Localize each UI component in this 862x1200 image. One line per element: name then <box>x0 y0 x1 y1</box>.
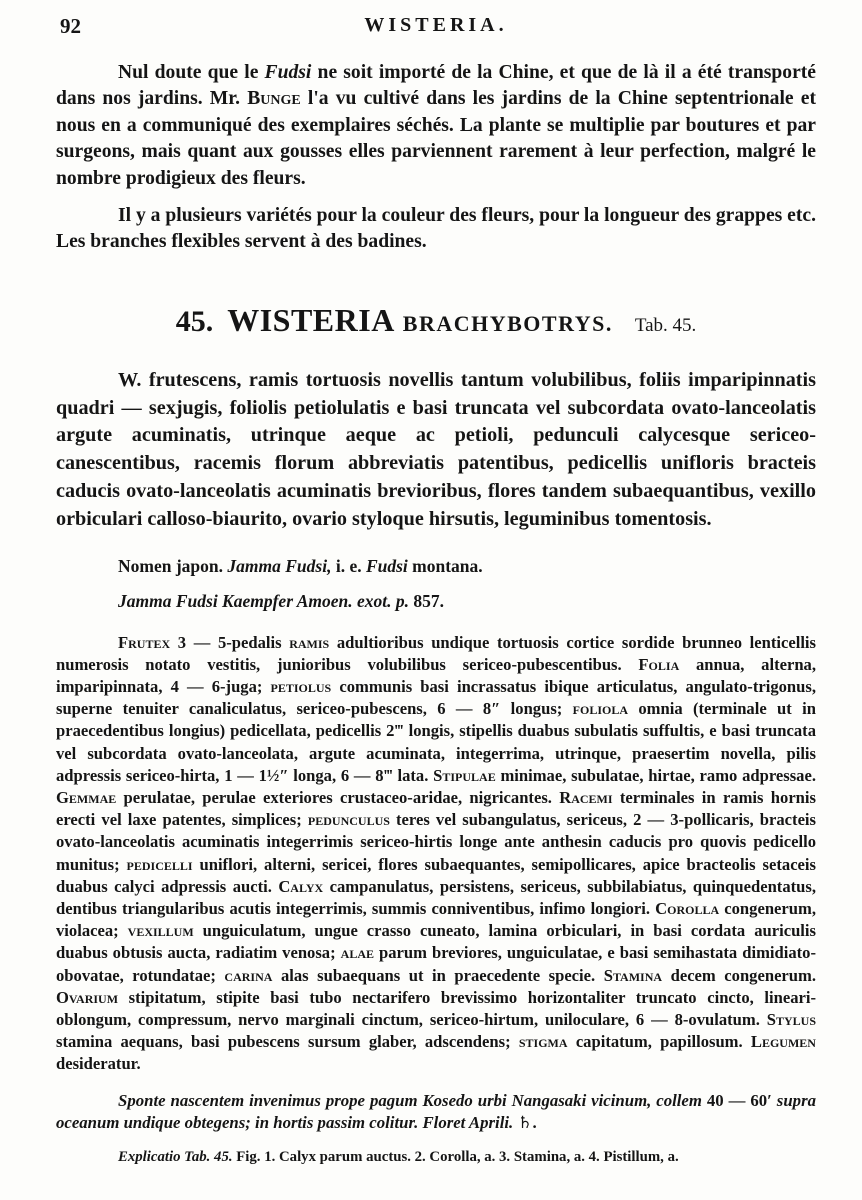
locality-paragraph: Sponte nascentem invenimus prope pagum Kosedo urbi Nangasaki vicinum, collem 40 — 60′ supra oceanum undique obtegens; in hortis passim colitur. Floret Aprili. ♄. <box>56 1090 816 1132</box>
species-genus: WISTERIA <box>227 301 395 338</box>
species-heading <box>56 300 816 347</box>
page-header <box>56 14 816 48</box>
bunge-name: Bunge <box>247 88 301 110</box>
intro-paragraph-1: Nul doute que le Fudsi ne soit importé de la Chine, et que de là il a été transporté dans nos jardins. Mr. Bunge l'a vu cultivé dans les jardins de la Chine septentrionale et nous en a communiqué des exemplaires séchés. La plante se multiplie par boutures et par surgeons, mais quant aux gousses elles parviennent rarement à leur perfection, malgré le nombre prodigieux des fleurs. <box>56 62 816 189</box>
species-epithet: BRACHYBOTRYS. <box>402 310 613 336</box>
page-number: 92 <box>60 14 81 38</box>
japanese-name: Nomen japon. Jamma Fudsi, i. e. Fudsi montana. <box>118 555 483 576</box>
plate-reference: Tab. 45. <box>634 314 697 336</box>
description-paragraph: Frutex 3 — 5-pedalis ramis adultioribus undique tortuosis cortice sordide brunneo lenticellis numerosis notato vestitis, junioribus volubilibus sericeo-pubescentibus. Folia annua, alterna, imparipinnata, 4 — 6-juga; petiolus communis basi incrassatus ibique articulatus, angulato-trigonus, superne tenuiter canaliculatus, sericeo-pubescens, 6 — 8″ longus; foliola omnia (terminale ut in praecedentibus longius) pedicellata, pedicellis 2‴ longis, stipellis duabus subulatis suffultis, e basi truncata vel subcordata ovato-lanceolata, argute acuminata, integerrima, utrinque, praesertim novella, pilis adpressis sericeo-hirta, 1 — 1½″ longa, 6 — 8‴ lata. Stipulae minimae, subulatae, hirtae, ramo adpressae. Gemmae perulatae, perulae exteriores crustaceo-aridae, nigricantes. Racemi terminales in ramis hornis erecti vel laxe patentes, simplices; pedunculus teres vel subangulatus, sericeus, 2 — 3-pollicaris, bracteis ovato-lanceolatis acuminatis integerrimis sericeo-hirtis longe ante anthesin caducis pro quovis pedicello munitus; pedicelli uniflori, alterni, sericei, flores subaequantes, semipollicares, apice bracteolis setaceis duabus calyci adpressis aucti. Calyx campanulatus, persistens, sericeus, subbilabiatus, quinquedentatus, dentibus triangularibus acutis integerrimis, summis conniventibus, infimo longiori. Corolla congenerum, violacea; vexillum unguiculatum, ungue crasso cuneato, lamina orbiculari, in basi cordata auriculis duabus obtusis aucta, radiatim venosa; alae parum breviores, unguiculatae, e basi semihastata dimidiato-obovatae, rotundatae; carina alas subaequans ut in praecedente specie. Stamina decem congenerum. Ovarium stipitatum, stipite basi tubo nectarifero brevissimo horizontaliter truncato cincto, lineari-oblongum, compressum, nervo marginali cinctum, sericeo-hirtum, uniloculare, 6 — 8-ovulatum. Stylus stamina aequans, basi pubescens sursum glaber, adscendens; stigma capitatum, papillosum. Legumen desideratur. <box>56 632 817 1074</box>
saturn-symbol: ♄. <box>517 1112 537 1132</box>
plate-explanation: Explicatio Tab. 45. Fig. 1. Calyx parum auctus. 2. Corolla, a. 3. Stamina, a. 4. Pistillum, a. <box>118 1149 679 1166</box>
latin-diagnosis: W. frutescens, ramis tortuosis novellis tantum volubilibus, foliis imparipinnatis quadri — sexjugis, foliolis petiolulatis e basi truncata vel subcordata ovato-lanceolatis argute acuminatis, utrinque aeque ac petioli, pedunculi calycesque sericeo-canescentibus, racemis florum abbreviatis patentibus, pedicellis unifloris bracteis caducis ovato-lanceolatis acuminatis brevioribus, flores tandem subaequantibus, vexillo orbiculari calloso-biaurito, ovario styloque hirsutis, leguminibus tomentosis. <box>56 368 816 530</box>
species-number: 45. <box>175 304 214 338</box>
intro-paragraph-2: Il y a plusieurs variétés pour la couleur des fleurs, pour la longueur des grappes etc. Les branches flexibles servent à des badines. <box>56 205 816 253</box>
running-title: WISTERIA. <box>364 14 508 36</box>
fudsi-italic: Fudsi <box>264 62 312 83</box>
kaempfer-citation: Jamma Fudsi Kaempfer Amoen. exot. p. 857. <box>118 590 445 611</box>
